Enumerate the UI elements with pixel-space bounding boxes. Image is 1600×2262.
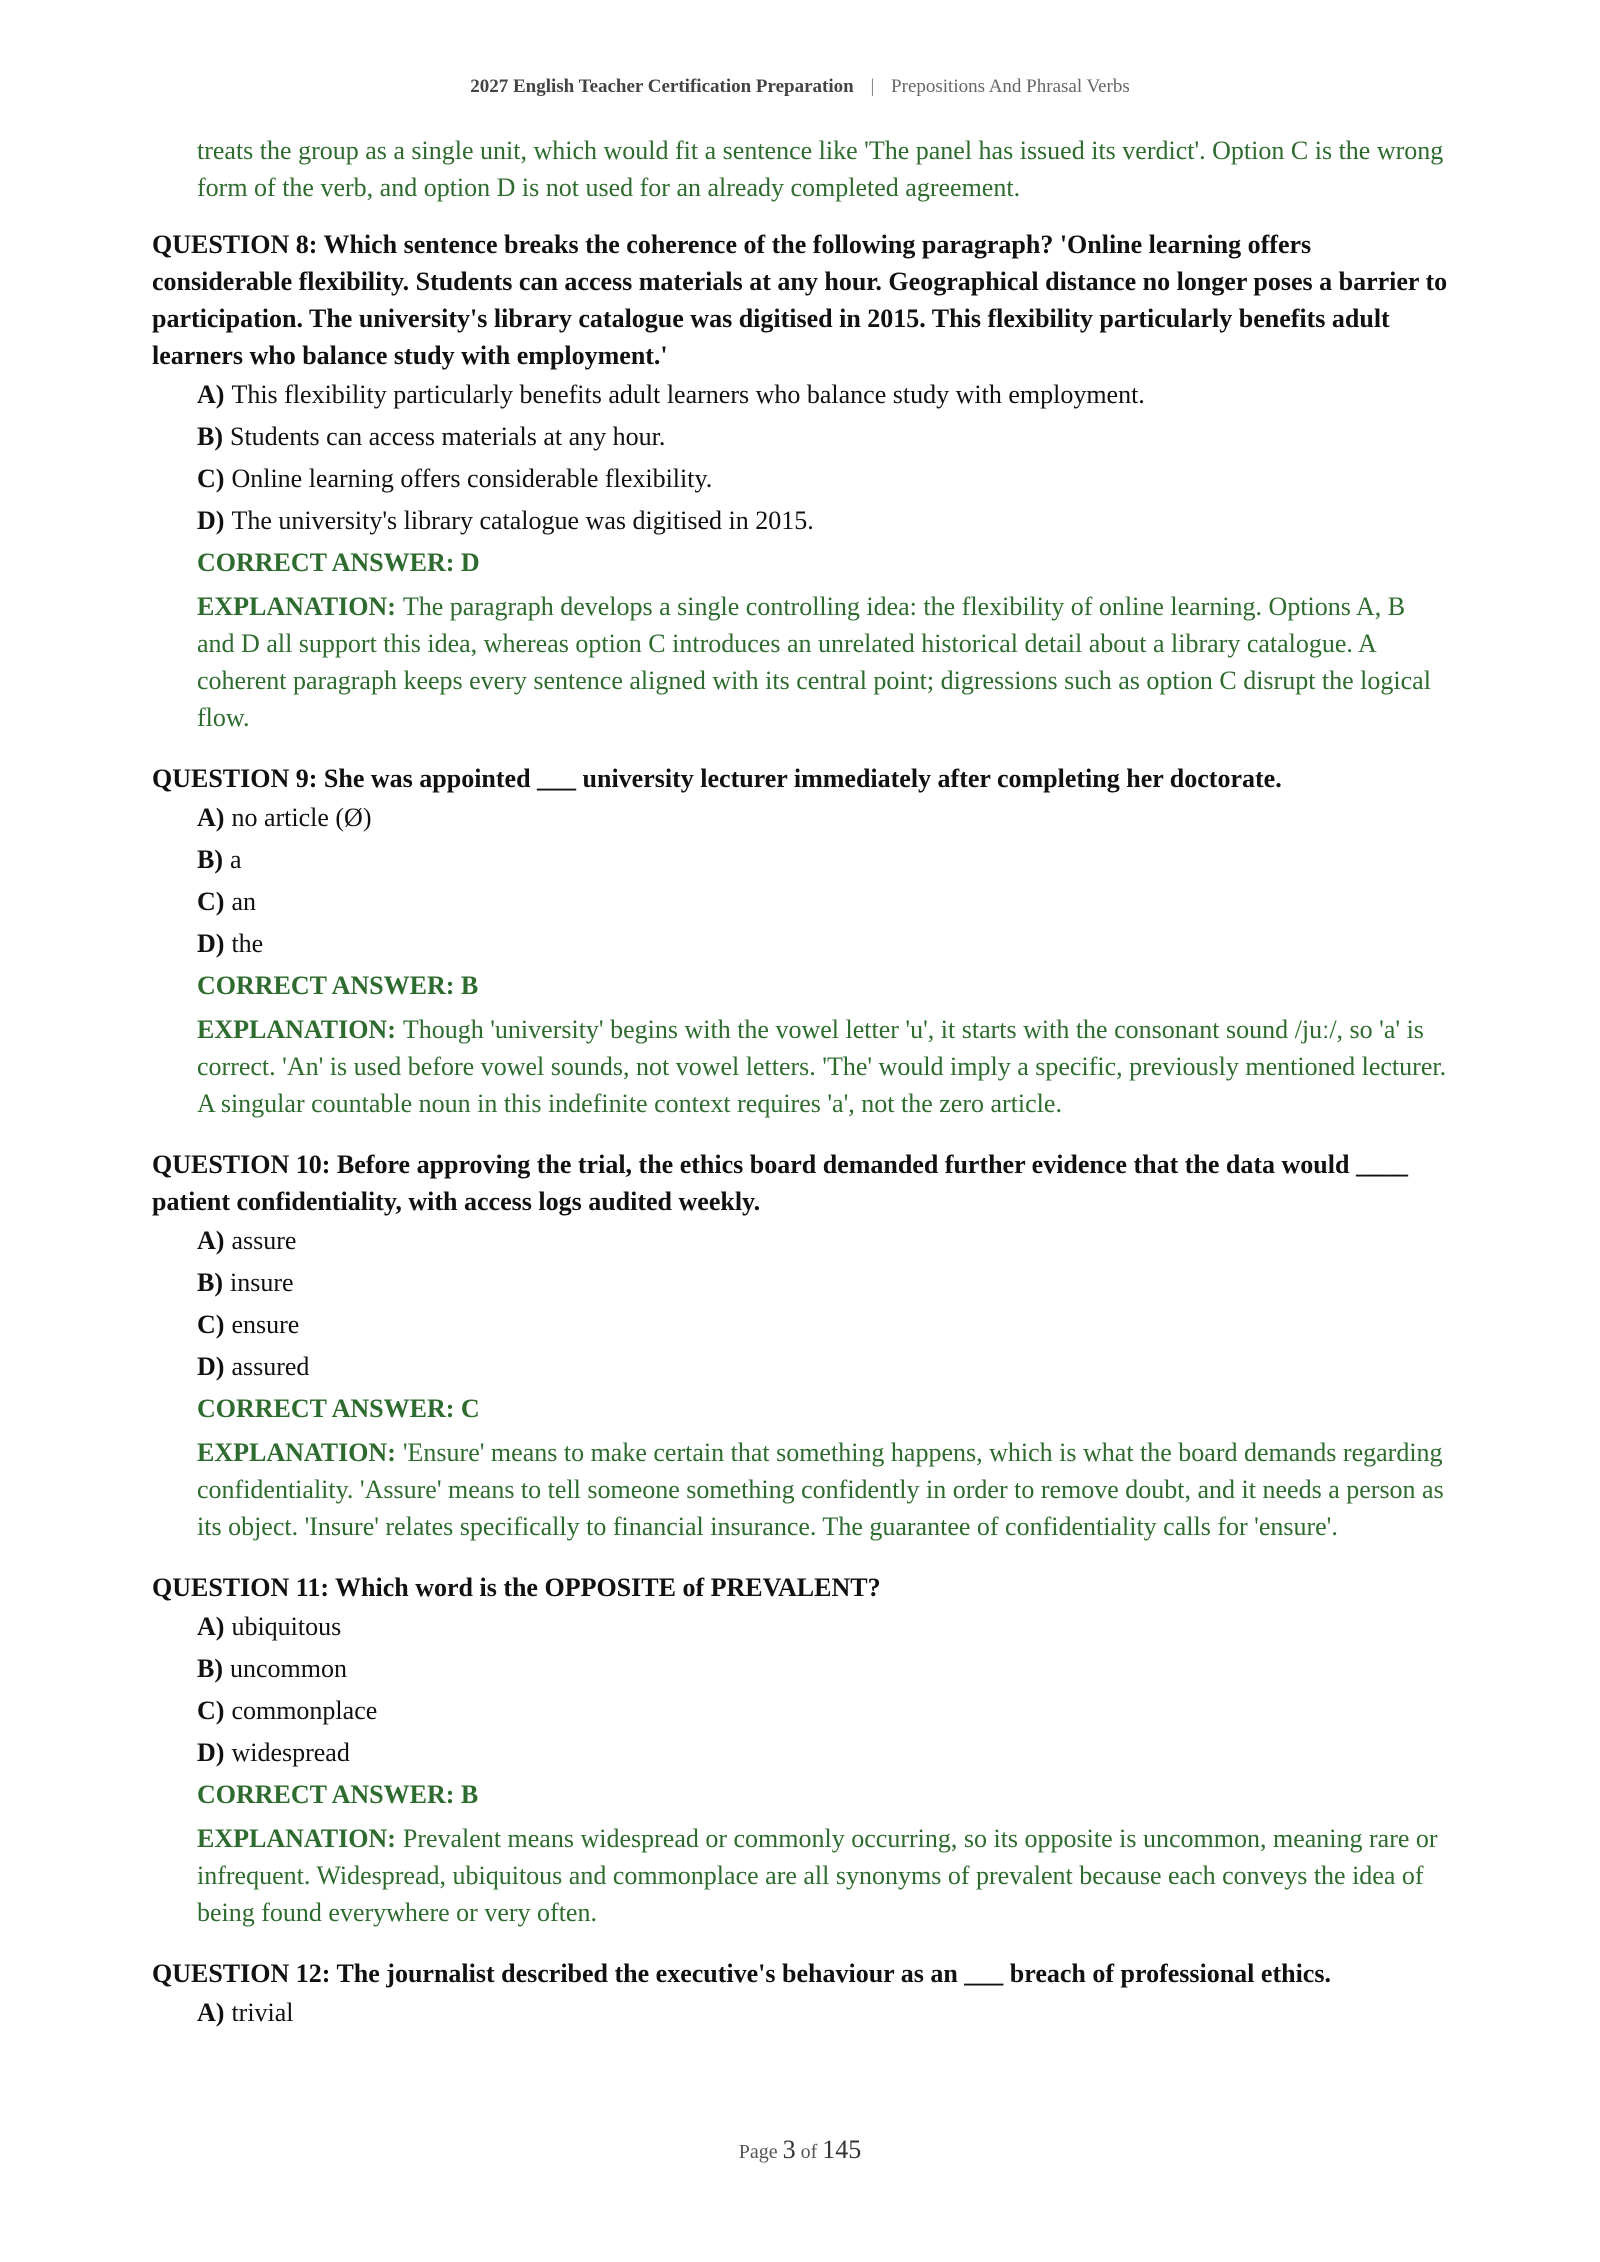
question-block <box>152 760 1448 1122</box>
option-letter: C) <box>197 1310 225 1339</box>
explanation-text: The paragraph develops a single controlling idea: the flexibility of online learning. Options A, B and D all support this idea, whereas option C introduces an unrelated historical detail about a library catalogue. A coherent paragraph keeps every sentence aligned with its central point; digressions such as option C disrupt the logical flow. <box>197 592 1431 732</box>
page-word: Page <box>738 2141 778 2163</box>
option-letter: C) <box>197 1696 225 1725</box>
option-list <box>197 1225 1448 1383</box>
option-letter: B) <box>197 1654 223 1683</box>
correct-answer: CORRECT ANSWER: D <box>197 548 480 577</box>
question-text: QUESTION 11: Which word is the OPPOSITE of PREVALENT? <box>152 1573 881 1602</box>
answer-option <box>197 1997 1448 2029</box>
option-text: trivial <box>231 1998 294 2027</box>
explanation-label: EXPLANATION: <box>197 1824 396 1853</box>
continued-explanation: treats the group as a single unit, which would fit a sentence like 'The panel has issued its verdict'. Option C is the wrong form of the verb, and option D is not used for an already completed agreement. <box>197 136 1444 202</box>
answer-option <box>197 505 1448 537</box>
question-text: QUESTION 10: Before approving the trial, the ethics board demanded further evidence that the data would ____ patient confidentiality, with access logs audited weekly. <box>152 1150 1408 1216</box>
document-title: 2027 English Teacher Certification Preparation <box>470 76 854 97</box>
option-list <box>197 379 1448 537</box>
answer-option <box>197 802 1448 834</box>
option-text: the <box>231 929 264 958</box>
answer-option <box>197 1267 1448 1299</box>
option-text: Students can access materials at any hour. <box>230 422 666 451</box>
option-letter: A) <box>197 1226 225 1255</box>
option-text: uncommon <box>230 1654 347 1683</box>
explanation <box>197 1011 1448 1122</box>
page-content <box>152 132 1448 2053</box>
correct-answer: CORRECT ANSWER: C <box>197 1394 480 1423</box>
explanation <box>197 1434 1448 1545</box>
answer-option <box>197 886 1448 918</box>
option-text: ensure <box>231 1310 300 1339</box>
question-text: QUESTION 12: The journalist described the executive's behaviour as an ___ breach of professional ethics. <box>152 1959 1331 1988</box>
option-text: no article (Ø) <box>231 803 372 832</box>
option-text: insure <box>230 1268 294 1297</box>
answer-option <box>197 421 1448 453</box>
explanation-text: Prevalent means widespread or commonly occurring, so its opposite is uncommon, meaning rare or infrequent. Widespread, ubiquitous and commonplace are all synonyms of prevalent because each conveys the idea of being found everywhere or very often. <box>197 1824 1438 1927</box>
explanation <box>197 588 1448 736</box>
option-text: This flexibility particularly benefits adult learners who balance study with employment. <box>231 380 1145 409</box>
option-text: commonplace <box>231 1696 378 1725</box>
question-text: QUESTION 9: She was appointed ___ university lecturer immediately after completing her doctorate. <box>152 764 1282 793</box>
option-letter: C) <box>197 887 225 916</box>
answer-option <box>197 1737 1448 1769</box>
option-text: ubiquitous <box>231 1612 342 1641</box>
answer-option <box>197 1611 1448 1643</box>
answer-option <box>197 1225 1448 1257</box>
question-list <box>152 226 1448 2029</box>
option-list <box>197 802 1448 960</box>
question-block <box>152 1146 1448 1545</box>
option-letter: B) <box>197 845 223 874</box>
answer-option <box>197 844 1448 876</box>
explanation <box>197 1820 1448 1931</box>
explanation-label: EXPLANATION: <box>197 592 396 621</box>
question-block <box>152 226 1448 736</box>
option-letter: A) <box>197 1998 225 2027</box>
total-pages: 145 <box>822 2135 862 2164</box>
option-list <box>197 1997 1448 2029</box>
option-text: Online learning offers considerable flexibility. <box>231 464 713 493</box>
answer-option <box>197 928 1448 960</box>
option-text: assure <box>231 1226 297 1255</box>
correct-answer: CORRECT ANSWER: B <box>197 971 479 1000</box>
explanation-label: EXPLANATION: <box>197 1438 396 1467</box>
page-number: 3 <box>782 2135 796 2164</box>
header-separator: | <box>870 76 875 97</box>
correct-answer: CORRECT ANSWER: B <box>197 1780 479 1809</box>
option-letter: D) <box>197 1352 225 1381</box>
option-list <box>197 1611 1448 1769</box>
answer-option <box>197 1351 1448 1383</box>
option-text: widespread <box>231 1738 350 1767</box>
of-word: of <box>800 2141 818 2163</box>
answer-option <box>197 1695 1448 1727</box>
question-block <box>152 1955 1448 2029</box>
section-subtitle: Prepositions And Phrasal Verbs <box>891 76 1130 97</box>
option-letter: A) <box>197 380 225 409</box>
answer-option <box>197 1309 1448 1341</box>
option-letter: A) <box>197 1612 225 1641</box>
question-text: QUESTION 8: Which sentence breaks the coherence of the following paragraph? 'Online learning offers considerable flexibility. Students can access materials at any hour. Geographical distance no longer poses a barrier to participation. The university's library catalogue was digitised in 2015. This flexibility particularly benefits adult learners who balance study with employment.' <box>152 230 1448 370</box>
explanation-label: EXPLANATION: <box>197 1015 396 1044</box>
option-letter: D) <box>197 1738 225 1767</box>
answer-option <box>197 463 1448 495</box>
option-text: assured <box>231 1352 310 1381</box>
option-letter: D) <box>197 929 225 958</box>
page-footer <box>0 2135 1600 2165</box>
answer-option <box>197 1653 1448 1685</box>
option-letter: A) <box>197 803 225 832</box>
question-block <box>152 1569 1448 1931</box>
option-letter: B) <box>197 422 223 451</box>
option-text: an <box>231 887 256 916</box>
option-text: a <box>230 845 242 874</box>
explanation-text: Though 'university' begins with the vowel letter 'u', it starts with the consonant sound /juː/, so 'a' is correct. 'An' is used before vowel sounds, not vowel letters. 'The' would imply a specific, previously mentioned lecturer. A singular countable noun in this indefinite context requires 'a', not the zero article. <box>197 1015 1447 1118</box>
answer-option <box>197 379 1448 411</box>
option-text: The university's library catalogue was digitised in 2015. <box>231 506 814 535</box>
explanation-text: 'Ensure' means to make certain that something happens, which is what the board demands regarding confidentiality. 'Assure' means to tell someone something confidently in order to remove doubt, and it needs a person as its object. 'Insure' relates specifically to financial insurance. The guarantee of confidentiality calls for 'ensure'. <box>197 1438 1444 1541</box>
option-letter: C) <box>197 464 225 493</box>
page-header <box>0 76 1600 98</box>
option-letter: B) <box>197 1268 223 1297</box>
option-letter: D) <box>197 506 225 535</box>
